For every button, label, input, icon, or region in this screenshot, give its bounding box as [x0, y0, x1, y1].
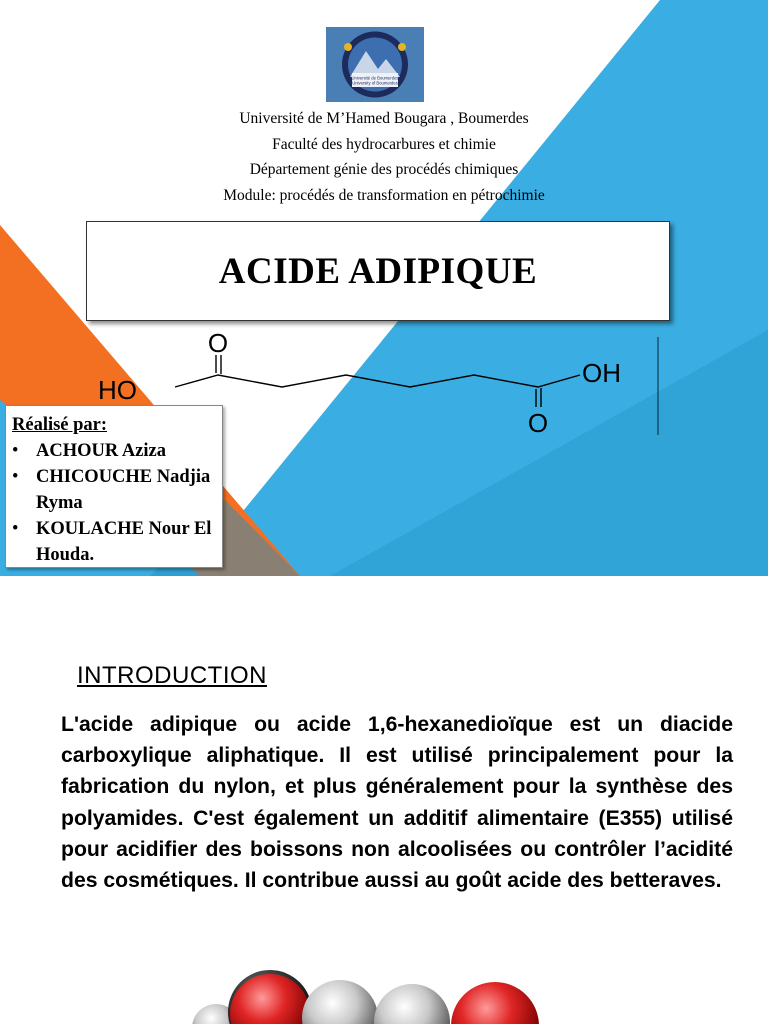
section-heading: INTRODUCTION: [77, 662, 267, 689]
svg-text:O: O: [527, 408, 549, 438]
introduction-paragraph: L'acide adipique ou acide 1,6-hexanedioïque est un diacide carboxylique aliphatique. Il est utilisé principalement pour la fabrication du nylon, et plus généralement pour la synthèse des polyamides. C'est également un additif alimentaire (E355) utilisé pour acidifier des boissons non alcoolisées ou contrôler l’acidité des cosmétiques. Il contribue aussi au goût acide des betteraves.: [61, 713, 733, 893]
introduction-slide: [0, 576, 768, 1024]
header-line-department: Département génie des procédés chimiques: [249, 161, 519, 178]
authors-box: [5, 405, 223, 568]
bullet-icon: •: [12, 519, 19, 539]
author-item: [12, 438, 216, 464]
author-item: [12, 464, 216, 516]
header-line-faculty: Faculté des hydrocarbures et chimie: [272, 135, 496, 153]
university-logo-icon: [326, 27, 424, 102]
bullet-icon: •: [12, 441, 19, 461]
author-item: [12, 516, 216, 568]
slide-title: ACIDE ADIPIQUE: [218, 250, 538, 292]
svg-text:Université de Boumerdes: Université de Boumerdes: [351, 75, 399, 81]
authors-list: [12, 438, 216, 568]
header-line-university: Université de M’Hamed Bougara , Boumerdes: [239, 110, 529, 127]
author-name: CHICOUCHE Nadjia Ryma: [36, 467, 211, 513]
svg-text:OH: OH: [582, 358, 621, 388]
header-line-module: Module: procédés de transformation en pétrochimie: [223, 186, 545, 204]
title-box: [86, 221, 670, 321]
svg-text:O: O: [207, 328, 229, 358]
university-header: [0, 106, 768, 208]
molecule-3d-model-icon: [190, 968, 590, 1024]
svg-text:HO: HO: [98, 375, 137, 405]
author-name: ACHOUR Aziza: [36, 441, 166, 461]
authors-label: Réalisé par:: [12, 415, 108, 435]
author-name: KOULACHE Nour El Houda.: [36, 519, 212, 565]
svg-text:University of Boumerdes: University of Boumerdes: [352, 80, 398, 86]
bullet-icon: •: [12, 467, 19, 487]
